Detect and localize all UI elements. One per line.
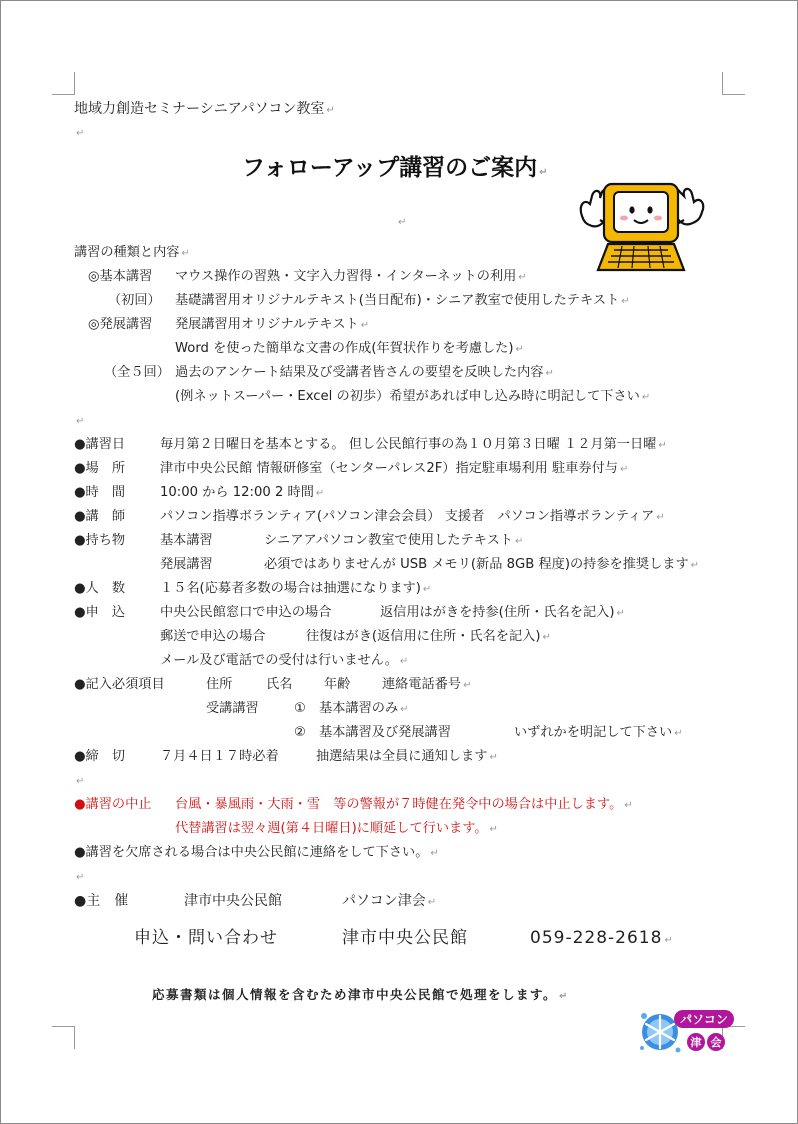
required-field: 住所 [206, 677, 233, 692]
contact-org: 津市中央公民館 [342, 928, 468, 948]
apply-counter-note: 返信用はがきを持参(住所・氏名を記入) ↵ [380, 605, 625, 620]
capacity-label: ●人 数 [74, 581, 126, 596]
instructor-value: パソコン指導ボランティア(パソコン津会会員） 支援者 パソコン指導ボランティア ↵ [160, 509, 665, 524]
items-advanced-value: 必須ではありませんが USB メモリ(新品 8GB 程度)の持参を推奨します ↵ [264, 557, 700, 572]
absence-note: ●講習を欠席される場合は中央公民館に連絡をして下さい。 ↵ [74, 845, 439, 860]
apply-mail: 郵送で申込の場合 [160, 629, 266, 644]
date-value: 毎月第２日曜日を基本とする。 但し公民館行事の為１０月第３日曜 １２月第一日曜 ↵ [160, 437, 667, 452]
org-header: 地域力創造セミナーシニアパソコン教室 ↵ [74, 101, 335, 117]
apply-no-phone: メール及び電話での受付は行いません。 ↵ [160, 653, 409, 668]
course-choice-option-2: ② 基本講習及び発展講習 [294, 725, 451, 740]
crop-mark-top-right [722, 72, 745, 95]
date-label: ●講習日 [74, 437, 126, 452]
crop-mark-top-left [52, 72, 75, 95]
pasokon-tsukai-logo [636, 1006, 736, 1056]
deadline-label: ●締 切 [74, 749, 126, 764]
logo-line-2 [690, 1035, 722, 1049]
deadline-note: 抽選結果は全員に通知します ↵ [316, 749, 498, 764]
empty-line: ↵ [76, 128, 85, 139]
empty-line: ↵ [76, 872, 85, 883]
course-heading: 講習の種類と内容 ↵ [74, 245, 190, 260]
required-field: 年齢 [324, 677, 351, 692]
deadline-value: ７月４日１７時必着 [160, 749, 279, 764]
cancel-label: ●講習の中止 [74, 797, 152, 812]
apply-mail-note: 往復はがき(返信用に住所・氏名を記入) ↵ [306, 629, 551, 644]
course-choice-note: いずれかを明記して下さい ↵ [514, 725, 683, 740]
required-label: ●記入必須項目 [74, 677, 165, 692]
instructor-label: ●講 師 [74, 509, 126, 524]
contact-phone: 059-228-2618 ↵ [530, 928, 674, 948]
contact-label: 申込・問い合わせ [134, 928, 278, 948]
advanced-course-content-2: Word を使った簡単な文書の作成(年賀状作りを考慮した) ↵ [175, 341, 524, 356]
organizer-1: 津市中央公民館 [184, 893, 282, 909]
capacity-value: １５名(応募者多数の場合は抽選になります) ↵ [160, 581, 432, 596]
items-label: ●持ち物 [74, 533, 126, 548]
items-basic-label: 基本講習 [160, 533, 213, 548]
time-label: ●時 間 [74, 485, 126, 500]
svg-text:津: 津 [690, 1037, 702, 1049]
cancel-line-2: 代替講習は翌々週(第４日曜日)に順延して行います。 ↵ [175, 821, 498, 836]
required-field: 氏名 [266, 677, 293, 692]
advanced-course-content-3: 過去のアンケート結果及び受講者皆さんの要望を反映した内容 ↵ [175, 365, 554, 380]
basic-course-content: マウス操作の習熟・文字入力習得・インターネットの利用 ↵ [175, 269, 527, 284]
course-choice-label: 受講講習 [206, 701, 259, 716]
items-basic-value: シニアアパソコン教室で使用したテキスト ↵ [264, 533, 524, 548]
items-advanced-label: 発展講習 [160, 557, 213, 572]
apply-label: ●申 込 [74, 605, 126, 620]
svg-text:会: 会 [710, 1037, 722, 1049]
basic-course-label: ◎基本講習 [88, 269, 153, 284]
computer-mascot-icon [574, 176, 710, 274]
basic-sessions-label: （初回） [108, 293, 161, 308]
privacy-notice: 応募書類は個人情報を含むため津市中央公民館で処理をします。 ↵ [152, 987, 569, 1002]
apply-counter: 中央公民館窓口で申込の場合 [160, 605, 332, 620]
course-choice-option-1: ① 基本講習のみ ↵ [294, 701, 409, 716]
page-title: フォローアップ講習のご案内 ↵ [242, 155, 548, 181]
cancel-line-1: 台風・暴風雨・大雨・雪 等の警報が７時健在発令中の場合は中止します。 ↵ [175, 797, 633, 812]
advanced-sessions-label: （全５回） [104, 365, 170, 380]
organizer-label: ●主 催 [74, 893, 129, 909]
advanced-course-content: 発展講習用オリジナルテキスト ↵ [175, 317, 370, 332]
advanced-course-label: ◎発展講習 [88, 317, 153, 332]
organizer-2: パソコン津会 ↵ [342, 893, 437, 909]
logo-line-1: パソコン [680, 1012, 728, 1027]
empty-line: ↵ [76, 776, 85, 787]
place-value: 津市中央公民館 情報研修室（センターパレス2F）指定駐車場利用 駐車券付与 ↵ [160, 461, 629, 476]
advanced-course-content-4: (例ネットスーパー・Excel の初歩）希望があれば申し込み時に明記して下さい ↵ [175, 389, 651, 404]
empty-line: ↵ [76, 416, 85, 427]
basic-sessions-content: 基礎講習用オリジナルテキスト(当日配布)・シニア教室で使用したテキスト ↵ [175, 293, 630, 308]
crop-mark-bottom-left [52, 1026, 75, 1049]
required-field: 連絡電話番号 ↵ [382, 677, 472, 692]
time-value: 10:00 から 12:00 2 時間 ↵ [160, 485, 325, 500]
place-label: ●場 所 [74, 461, 126, 476]
empty-line: ↵ [398, 217, 407, 228]
